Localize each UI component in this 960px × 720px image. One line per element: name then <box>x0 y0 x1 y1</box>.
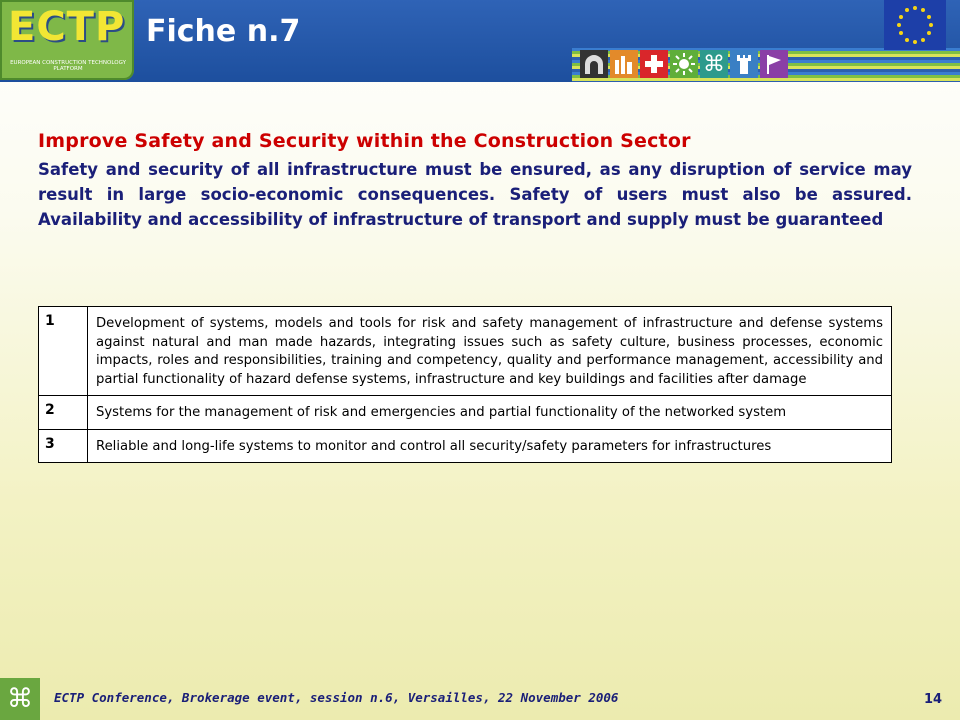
theme-icon-strip <box>580 50 788 80</box>
footer-text: ECTP Conference, Brokerage event, session n.6, Versailles, 22 November 2006 <box>54 690 619 705</box>
cross-icon <box>640 50 668 78</box>
knot-icon: ⌘ <box>700 50 728 78</box>
sun-icon <box>670 50 698 78</box>
page-number: 14 <box>924 692 943 707</box>
logo-subtitle: EUROPEAN CONSTRUCTION TECHNOLOGY PLATFORM <box>10 60 126 72</box>
intro-paragraph: Safety and security of all infrastructure must be ensured, as any disruption of service may result in large socio-economic consequences. Safety of users must also be assured. Availability and accessibility of infrastructure of transport and supply must be guaranteed <box>38 160 912 229</box>
section-heading: Improve Safety and Security within the Construction Sector <box>38 130 691 152</box>
city-icon <box>610 50 638 78</box>
tunnel-icon <box>580 50 608 78</box>
table-row <box>39 307 892 396</box>
table-row <box>39 396 892 430</box>
flag-icon <box>760 50 788 78</box>
row-description: Reliable and long-life systems to monitor and control all security/safety parameters for infrastructures <box>88 429 892 463</box>
row-number: 1 <box>39 307 88 396</box>
row-number: 2 <box>39 396 88 430</box>
row-description: Development of systems, models and tools for risk and safety management of infrastructure and defense systems against natural and man made hazards, integrating issues such as safety culture, business processes, economic impacts, roles and responsibilities, training and competency, quality and performance management, accessibility and partial functionality of hazard defense systems, infrastructure and key buildings and facilities after damage <box>88 307 892 396</box>
row-description: Systems for the management of risk and emergencies and partial functionality of the networked system <box>88 396 892 430</box>
ectp-logo <box>0 0 134 80</box>
command-icon: ⌘ <box>0 678 40 720</box>
tower-icon <box>730 50 758 78</box>
topics-table <box>38 306 892 463</box>
table-row <box>39 429 892 463</box>
eu-flag-icon <box>884 0 946 50</box>
header-bar <box>0 0 960 82</box>
logo-text: ECTP <box>8 4 126 50</box>
row-number: 3 <box>39 429 88 463</box>
slide-title: Fiche n.7 <box>146 14 301 49</box>
